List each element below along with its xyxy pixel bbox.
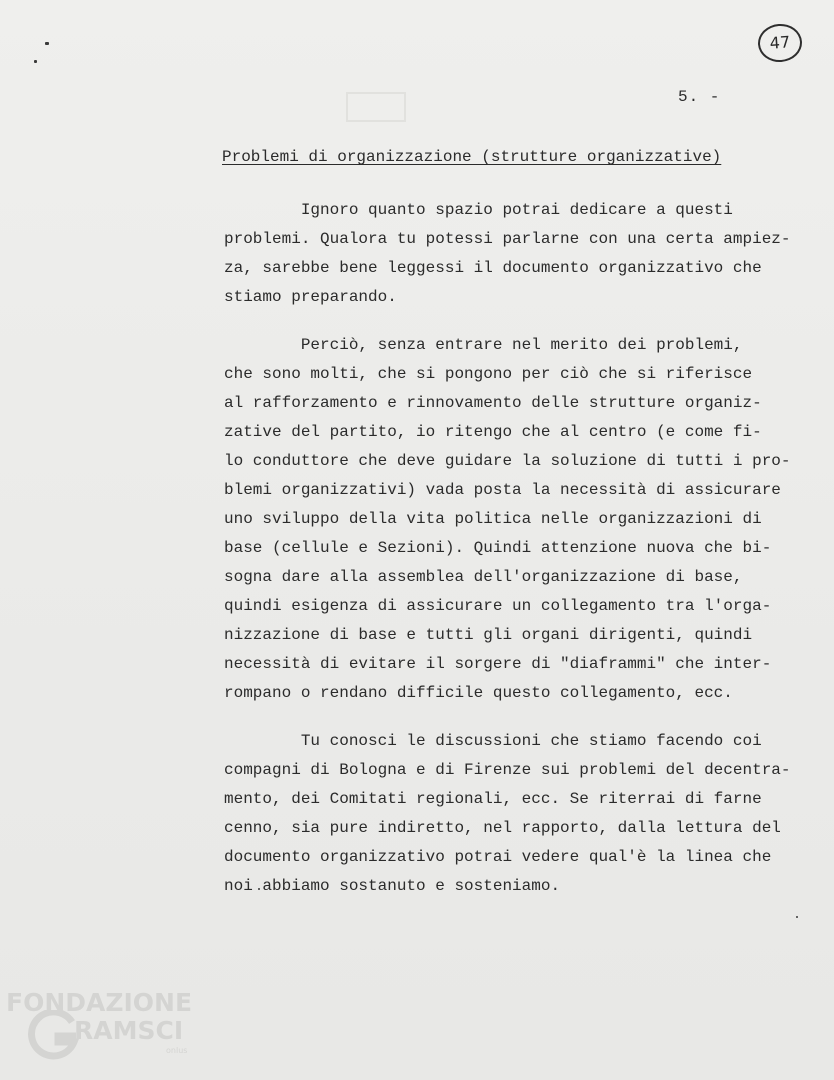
text-line: al rafforzamento e rinnovamento delle strutture organiz- bbox=[224, 394, 762, 412]
text-line: Perciò, senza entrare nel merito dei problemi, bbox=[224, 336, 743, 354]
stray-ink-mark bbox=[34, 60, 37, 63]
archive-page-number: 47 bbox=[757, 23, 804, 64]
stray-ink-mark bbox=[45, 42, 49, 45]
paragraph bbox=[224, 331, 814, 708]
text-line: problemi. Qualora tu potessi parlarne con una certa ampiez- bbox=[224, 230, 791, 248]
text-line: che sono molti, che si pongono per ciò che si riferisce bbox=[224, 365, 753, 383]
text-line: noi abbiamo sostanuto e sosteniamo. bbox=[224, 877, 561, 895]
text-line: stiamo preparando. bbox=[224, 288, 397, 306]
text-line: lo conduttore che deve guidare la soluzione di tutti i pro- bbox=[224, 452, 791, 470]
text-line: rompano o rendano difficile questo collegamento, ecc. bbox=[224, 684, 733, 702]
text-line: uno sviluppo della vita politica nelle organizzazioni di bbox=[224, 510, 762, 528]
page-number: 5. - bbox=[678, 88, 721, 106]
watermark-line-2: RAMSCI bbox=[74, 1016, 184, 1045]
text-line: cenno, sia pure indiretto, nel rapporto, dalla lettura del bbox=[224, 819, 781, 837]
text-line: quindi esigenza di assicurare un collegamento tra l'orga- bbox=[224, 597, 772, 615]
paragraph bbox=[224, 196, 814, 312]
text-line: compagni di Bologna e di Firenze sui problemi del decentra- bbox=[224, 761, 791, 779]
text-line: sogna dare alla assemblea dell'organizzazione di base, bbox=[224, 568, 743, 586]
text-line: mento, dei Comitati regionali, ecc. Se riterrai di farne bbox=[224, 790, 762, 808]
paragraph bbox=[224, 727, 814, 901]
text-line: base (cellule e Sezioni). Quindi attenzione nuova che bi- bbox=[224, 539, 772, 557]
text-line: za, sarebbe bene leggessi il documento organizzativo che bbox=[224, 259, 762, 277]
watermark-line-1: FONDAZIONE bbox=[6, 988, 193, 1017]
body-text bbox=[224, 196, 814, 920]
text-line: nizzazione di base e tutti gli organi dirigenti, quindi bbox=[224, 626, 753, 644]
fondazione-gramsci-watermark bbox=[6, 988, 206, 1068]
watermark-subtitle: onlus bbox=[166, 1046, 188, 1055]
text-line: blemi organizzativi) vada posta la necessità di assicurare bbox=[224, 481, 781, 499]
gramsci-g-logo-icon bbox=[28, 1010, 80, 1062]
bleed-through-mark bbox=[346, 92, 406, 122]
text-line: necessità di evitare il sorgere di "diaframmi" che inter- bbox=[224, 655, 772, 673]
text-line: documento organizzativo potrai vedere qual'è la linea che bbox=[224, 848, 772, 866]
text-line: Tu conosci le discussioni che stiamo facendo coi bbox=[224, 732, 762, 750]
text-line: zative del partito, io ritengo che al centro (e come fi- bbox=[224, 423, 762, 441]
text-line: Ignoro quanto spazio potrai dedicare a questi bbox=[224, 201, 733, 219]
section-heading: Problemi di organizzazione (strutture organizzative) bbox=[222, 148, 722, 166]
